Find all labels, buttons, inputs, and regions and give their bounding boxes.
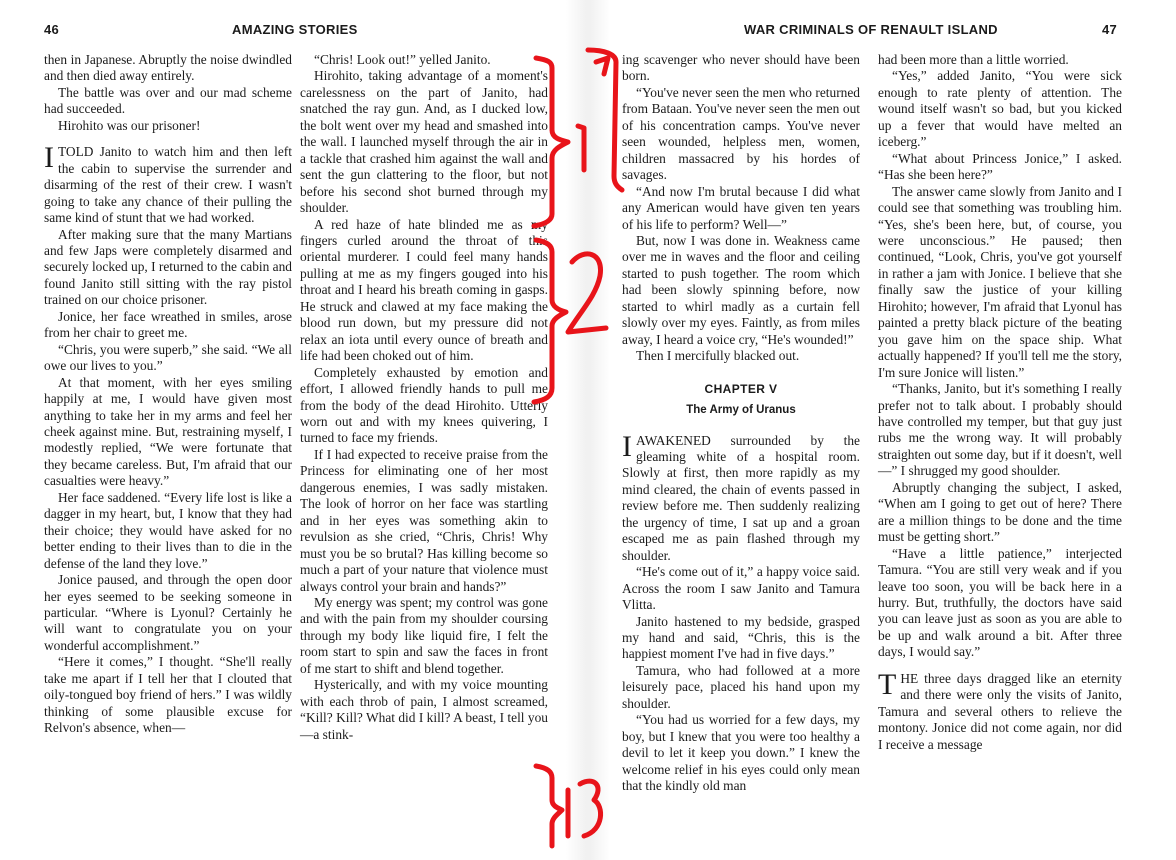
paragraph: “Chris! Look out!” yelled Janito. <box>314 52 491 67</box>
paragraph: Her face saddened. “Every life lost is like a dagger in my heart, but, I know that they had their choice; they would have asked for no better ending to their lives than to die in the defense of the land they love.” <box>44 489 292 571</box>
paragraph: “What about Princess Jonice,” I asked. “Has she been here?” <box>878 150 1122 183</box>
paragraph: The battle was over and our mad scheme had succeeded. <box>44 84 292 117</box>
page-number-left: 46 <box>44 22 60 37</box>
paragraph: “Chris, you were superb,” she said. “We all owe our lives to you.” <box>44 341 292 374</box>
paragraph: After making sure that the many Martians and few Japs were completely disarmed and securely locked up, I returned to the cabin and found Janito still sitting with the ray pistol trained on our choice prisoner. <box>44 226 293 308</box>
paragraph: Hirohito, taking advantage of a moment's carelessness on the part of Janito, had snatched the ray gun. And, as I ducked low, the bolt went over my head and smashed into the wall. I launched myself through the air in a tackle that crashed him against the wall and sent the gun clattering to the floor, but not before his second shot burned through my shoulder. <box>300 68 548 216</box>
annotation-mark-top <box>596 58 608 74</box>
paragraph: The answer came slowly from Janito and I could see that something was troubling him. “Yes, she's been here, but, of course, you were unconscious.” He paused; then continued, “Look, Chris, you've got yourself in rather a jam with Jonice. I believe that she finally saw the justice of your killing Hirohito; however, I'm afraid that Lyonul has painted a pretty black picture of the beating you gave him on the space ship. What actually happened? If you'll tell me the story, I'm sure Jonice will listen.” <box>878 183 1122 380</box>
paragraph: Tamura, who had followed at a more leisurely pace, placed his hand upon my shoulder. <box>622 662 860 711</box>
paragraph: Jonice paused, and through the open door her eyes seemed to be seeking someone in particular. “Where is Lyonul? Certainly he will want to congratulate you on your wonderful accomplishment.” <box>44 572 292 653</box>
paragraph: “Here it comes,” I thought. “She'll really take me apart if I tell her that I clouted that oily-tongued boy friend of hers.” I was wildly thinking of some plausible excuse for Relvon's absence, when— <box>44 654 292 736</box>
paragraph: “Yes,” added Janito, “You were sick enough to rate plenty of attention. The wound itself wasn't so bad, but you kicked up a fever that would have melted an iceberg.” <box>878 68 1122 150</box>
annotation-label-3b <box>580 781 601 836</box>
paragraph: “And now I'm brutal because I did what any American would have given ten years of his life to perform? Well—” <box>622 183 860 232</box>
page-number-right: 47 <box>1102 22 1118 37</box>
paragraph: Then I mercifully blacked out. <box>636 348 800 364</box>
paragraph: “You had us worried for a few days, my boy, but I knew that you were too healthy a devil to let it keep you down.” I knew the welcome relief in his eyes could only mean that the kindly old man <box>622 712 860 794</box>
chapter-subtitle: The Army of Uranus <box>686 404 796 417</box>
chapter-title: CHAPTER V <box>704 381 778 396</box>
paragraph: Hysterically, and with my voice mounting with each throb of pain, I almost screamed, “Kill? Kill? What did I kill? A beast, I tell you—a stink- <box>300 677 548 742</box>
annotation-bracket-1 <box>534 58 568 226</box>
annotation-bracket-2 <box>534 240 566 402</box>
paragraph: If I had expected to receive praise from the Princess for eliminating one of her most dangerous enemies, I was sadly mistaken. The look of horror on her face was startling and in her eyes was something akin to revulsion as she cried, “Chris, Chris! Why must you be so brutal? Has killing become so much a part of your nature that violence must always control your brain and hands?” <box>300 446 548 594</box>
annotation-label-2 <box>568 254 606 332</box>
paragraph: Jonice, her face wreathed in smiles, arose from her chair to greet me. <box>44 308 292 341</box>
paragraph: A red haze of hate blinded me as my fingers curled around the throat of this oriental murderer. I could feel many hands pulling at me as my fingers gouged into his throat and I heard his breath coming in gasps. He struck and clawed at my face making the blood run down, but my pressure did not relax an iota until every ounce of breath and life had been choked out of him. <box>300 216 548 364</box>
annotation-bracket-3 <box>536 766 562 846</box>
paragraph: Janito hastened to my bedside, grasped my hand and said, “Chris, this is the happiest moment I've had in five days.” <box>622 613 860 662</box>
paragraph: Hirohito was our prisoner! <box>58 117 201 133</box>
paragraph: “Have a little patience,” interjected Tamura. “You are still very weak and if you leave too soon, you will be back here in a hurry. But, truthfully, the doctors have said you can leave just as soon as you are able to be up and walk around a bit. After three days, I would say.” <box>878 545 1122 660</box>
annotation-label-1 <box>578 126 584 170</box>
paragraph: had been more than a little worried. <box>878 52 1069 67</box>
paragraph: then in Japanese. Abruptly the noise dwindled and then died away entirely. <box>44 52 292 84</box>
paragraph-drop-cap: IAWAKENED surrounded by the gleaming white of a hospital room. Slowly at first, then more rapidly as my mind cleared, the chain of events passed in review before me. Then suddenly realizing the urgency of time, I sat up and a groan escaped me as pain flashed through my shoulder. <box>622 429 860 563</box>
paragraph-drop-cap: THE three days dragged like an eternity and there were only the visits of Janito, Tamura and several others to relieve the montony. Jonice did not come again, nor did I receive a message <box>878 667 1122 752</box>
paragraph: My energy was spent; my control was gone and with the pain from my shoulder coursing through my body like liquid fire, I felt the room start to spin and saw the faces in front of me start to shift and blend together. <box>300 594 548 676</box>
running-head-left: AMAZING STORIES <box>232 22 358 37</box>
paragraph: ing scavenger who never should have been born. <box>622 52 860 84</box>
paragraph: But, now I was done in. Weakness came over me in waves and the floor and ceiling started to push together. The room which had been slowly spinning before, now started to whirl madly as a curtain fell slowly over my eyes. Faintly, as from miles away, I heard a voice cry, “He's wounded!” <box>622 232 860 347</box>
paragraph: Abruptly changing the subject, I asked, “When am I going to get out of here? There are a million things to be done and the time must be getting short.” <box>878 479 1122 545</box>
paragraph: “He's come out of it,” a happy voice said. Across the room I saw Janito and Tamura Vlitta. <box>622 564 860 613</box>
running-head-right: WAR CRIMINALS OF RENAULT ISLAND <box>744 22 998 37</box>
paragraph: Completely exhausted by emotion and effort, I allowed friendly hands to pull me from the body of the dead Hirohito. Utterly worn out and with my knees quivering, I turned to face my friends. <box>300 364 548 446</box>
paragraph: “You've never seen the men who returned from Bataan. You've never seen the men out of his concentration camps. You've never seen wounded, helpless men, women, children massacred by his hordes of savages. <box>622 84 860 183</box>
paragraph: At that moment, with her eyes smiling happily at me, I would have given most anything to take her in my arms and feel her cheek against mine. But, restraining myself, I modestly replied, “We were fortunate that they became careless. But, I'm afraid that our casualties were heavy.” <box>44 374 292 489</box>
paragraph: “Thanks, Janito, but it's something I really prefer not to talk about. I probably should have controlled my temper, but that guy just rubs me the wrong way. It will probably straighten out some day, but if it doesn't, well—” I shrugged my good shoulder. <box>878 381 1122 479</box>
paragraph-drop-cap: ITOLD Janito to watch him and then left the cabin to supervise the surrender and disarming of the rest of their crew. I wasn't going to take any chance of their pulling the same kind of stunt that we had worked. <box>44 141 292 226</box>
